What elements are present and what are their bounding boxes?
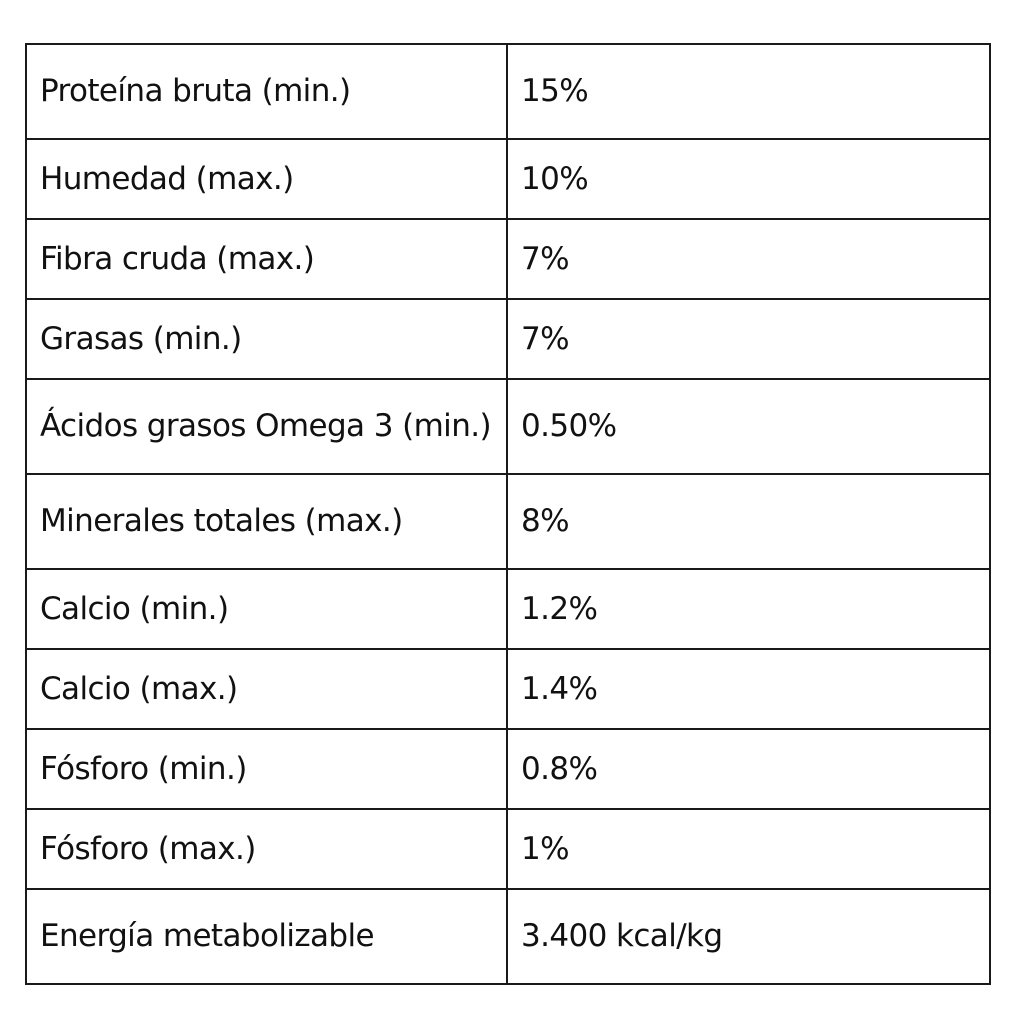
table-row [26,139,990,219]
table-row [26,569,990,649]
nutrient-value-cell: 8% [507,474,990,569]
nutrient-name-cell: Fósforo (max.) [26,809,507,889]
nutrient-name-cell: Fibra cruda (max.) [26,219,507,299]
nutrient-name-cell: Fósforo (min.) [26,729,507,809]
table-row [26,729,990,809]
table-row [26,44,990,139]
table-row [26,474,990,569]
table-row [26,889,990,984]
nutrient-name-cell: Proteína bruta (min.) [26,44,507,139]
table-row [26,809,990,889]
nutrient-value-cell: 10% [507,139,990,219]
nutrient-value-cell: 0.50% [507,379,990,474]
nutrient-name-cell: Humedad (max.) [26,139,507,219]
table-row [26,219,990,299]
nutrient-value-cell: 1.2% [507,569,990,649]
nutrient-name-cell: Energía metabolizable [26,889,507,984]
nutrient-name-cell: Calcio (min.) [26,569,507,649]
nutrient-value-cell: 1% [507,809,990,889]
table-row [26,379,990,474]
table-row [26,299,990,379]
nutrient-value-cell: 7% [507,219,990,299]
table-row [26,649,990,729]
nutrient-name-cell: Minerales totales (max.) [26,474,507,569]
nutrient-value-cell: 1.4% [507,649,990,729]
nutrient-value-cell: 15% [507,44,990,139]
nutrient-value-cell: 3.400 kcal/kg [507,889,990,984]
nutrient-name-cell: Calcio (max.) [26,649,507,729]
nutrient-name-cell: Grasas (min.) [26,299,507,379]
nutrient-value-cell: 0.8% [507,729,990,809]
nutrient-name-cell: Ácidos grasos Omega 3 (min.) [26,379,507,474]
nutrition-table-body [26,44,990,984]
nutrient-value-cell: 7% [507,299,990,379]
nutrition-table [25,43,991,985]
